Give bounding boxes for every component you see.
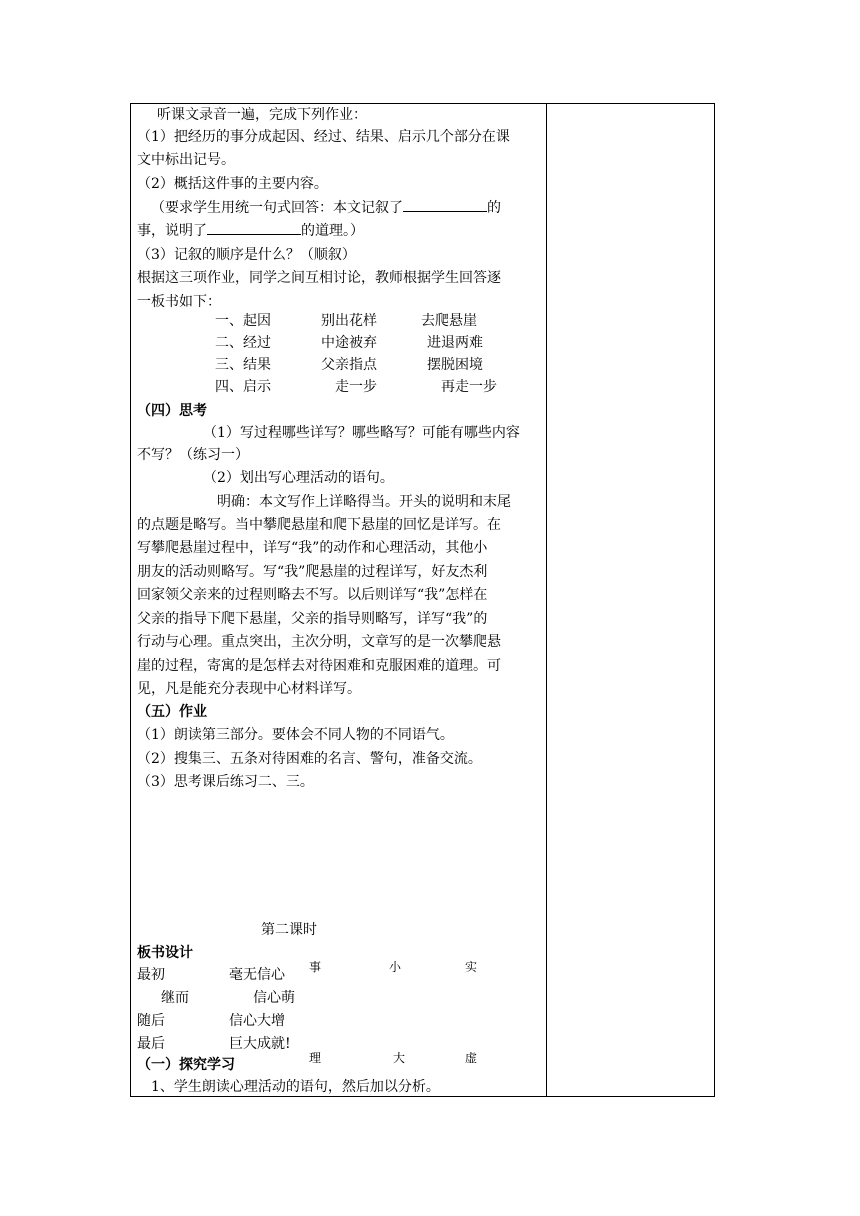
board-cell: 再走一步 xyxy=(441,379,497,395)
lesson-table xyxy=(130,103,715,1097)
section-heading: （一）探究学习 xyxy=(137,1057,235,1073)
fill-blank xyxy=(207,220,301,235)
text-line xyxy=(151,197,501,219)
board-char: 理 xyxy=(309,1051,322,1065)
text-line: 写攀爬悬崖过程中，详写“我”的动作和心理活动，其他小 xyxy=(137,540,488,556)
text-line: 见，凡是能充分表现中心材料详写。 xyxy=(137,681,361,697)
board-cell: 最初 xyxy=(137,967,165,983)
text-line xyxy=(137,220,364,242)
text-line: （3）思考课后练习二、三。 xyxy=(137,774,314,790)
text-span: （要求学生用统一句式回答：本文记叙了 xyxy=(151,200,403,216)
text-span: 事，说明了 xyxy=(137,223,207,239)
board-char: 实 xyxy=(465,960,478,974)
text-line: 明确：本文写作上详略得当。开头的说明和末尾 xyxy=(217,494,511,510)
column-divider xyxy=(546,104,547,1096)
board-cell: 最后 xyxy=(137,1036,165,1052)
text-span: 的道理。） xyxy=(301,223,364,239)
text-line: 1、学生朗读心理活动的语句，然后加以分析。 xyxy=(151,1079,440,1095)
text-line: （1）朗读第三部分。要体会不同人物的不同语气。 xyxy=(137,727,454,743)
section-heading: （五）作业 xyxy=(137,704,207,720)
board-cell: 巨大成就! xyxy=(229,1036,291,1052)
text-line: 文中标出记号。 xyxy=(137,152,235,168)
section-heading: （四）思考 xyxy=(137,403,207,419)
board-cell: 三、结果 xyxy=(215,357,271,373)
board-char: 事 xyxy=(309,960,322,974)
board-char: 虚 xyxy=(465,1051,478,1065)
board-char: 大 xyxy=(393,1051,406,1065)
board-cell: 信心大增 xyxy=(229,1013,285,1029)
board-cell: 走一步 xyxy=(335,379,377,395)
text-line: （2）划出写心理活动的语句。 xyxy=(203,470,394,486)
board-cell: 去爬悬崖 xyxy=(421,313,477,329)
board-char: 小 xyxy=(389,960,402,974)
text-line: 听课文录音一遍，完成下列作业： xyxy=(157,107,367,123)
text-line: （2）搜集三、五条对待困难的名言、警句，准备交流。 xyxy=(137,751,482,767)
text-span: 的 xyxy=(487,200,501,216)
text-line: 回家领父亲来的过程则略去不写。以后则详写“我”怎样在 xyxy=(137,587,488,603)
text-line: 不写？（练习一） xyxy=(137,447,249,463)
board-cell: 摆脱困境 xyxy=(427,357,483,373)
board-cell: 一、起因 xyxy=(215,313,271,329)
text-line: 的点题是略写。当中攀爬悬崖和爬下悬崖的回忆是详写。在 xyxy=(137,517,501,533)
text-line: （1）把经历的事分成起因、经过、结果、启示几个部分在课 xyxy=(137,129,510,145)
board-cell: 二、经过 xyxy=(215,335,271,351)
text-line: 崖的过程，寄寓的是怎样去对待困难和克服困难的道理。可 xyxy=(137,658,501,674)
lesson-title: 第二课时 xyxy=(261,922,317,938)
text-line: （2）概括这件事的主要内容。 xyxy=(137,176,328,192)
text-line: 根据这三项作业，同学之间互相讨论，教师根据学生回答逐 xyxy=(137,270,501,286)
text-line: 一板书如下： xyxy=(137,294,221,310)
text-line: 朋友的活动则略写。写“我”爬悬崖的过程详写，好友杰利 xyxy=(137,564,488,580)
text-line: 父亲的指导下爬下悬崖，父亲的指导则略写，详写“我”的 xyxy=(137,611,488,627)
board-cell: 信心萌 xyxy=(253,990,295,1006)
text-line: （3）记叙的顺序是什么？（顺叙） xyxy=(137,247,356,263)
board-cell: 四、启示 xyxy=(215,379,271,395)
board-cell: 进退两难 xyxy=(427,335,483,351)
board-cell: 继而 xyxy=(161,990,189,1006)
fill-blank xyxy=(403,197,487,212)
text-line: （1）写过程哪些详写？哪些略写？可能有哪些内容 xyxy=(203,425,520,441)
text-line: 行动与心理。重点突出，主次分明，文章写的是一次攀爬悬 xyxy=(137,634,501,650)
board-cell: 父亲指点 xyxy=(321,357,377,373)
board-cell: 别出花样 xyxy=(321,313,377,329)
board-cell: 毫无信心 xyxy=(229,967,285,983)
section-heading: 板书设计 xyxy=(137,945,193,961)
board-cell: 中途被弃 xyxy=(321,335,377,351)
board-cell: 随后 xyxy=(137,1013,165,1029)
